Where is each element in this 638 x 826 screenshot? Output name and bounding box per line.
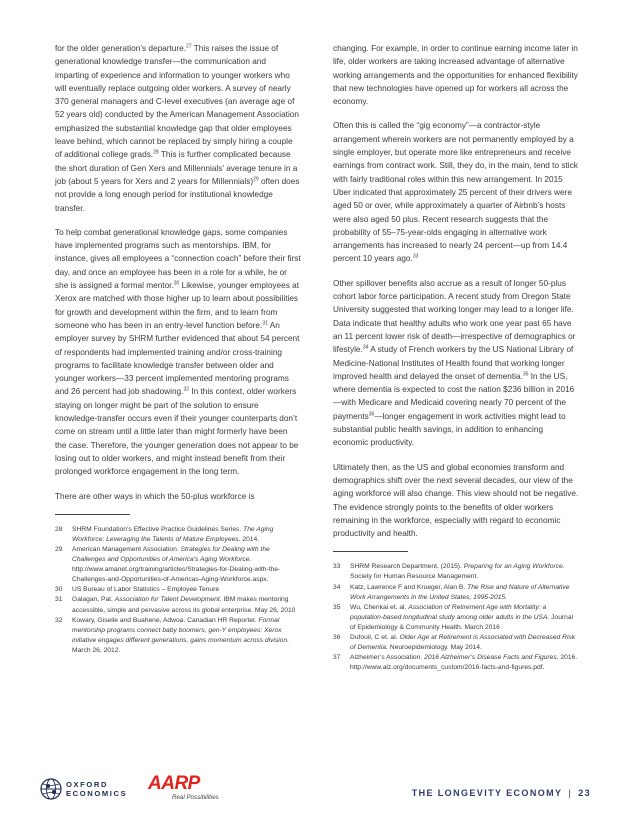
footnotes (333, 562, 579, 673)
footnote: 36 Dufouil, C et. al. Older Age at Retirement is Associated with Decreased Risk of Dementia. Neuroepidemiology. May 2014. (333, 634, 576, 652)
footnote: 37 Alzheimer’s Association. 2016 Alzheimer’s Disease Facts and Figures. 2016. http://www.alz.org/documents_custom/2016-facts-and-figures.pdf. (333, 654, 578, 672)
footnote: 34 Katz, Lawrence F and Krueger, Alan B. The Rise and Nature of Alternative Work Arrangements in the United States, 1995-2015. (333, 583, 570, 601)
footnotes (55, 525, 301, 656)
footnote-divider (55, 514, 130, 515)
footnote-divider (333, 551, 408, 552)
publication-title: THE LONGEVITY ECONOMY (411, 788, 563, 798)
running-footer (412, 788, 591, 798)
footnote: 30 US Bureau of Labor Statistics – Employee Tenure (55, 586, 220, 594)
paragraph: for the older generation’s departure.$^{27}$ This raises the issue of generational knowledge transfer—the communication and imparting of experience and information to younger workers who will eventually replace outgoing older workers. A survey of nearly 370 general managers and C-level executives (an average age of 52 years old) conducted by the American Management Association emphasized the substantial knowledge gap that older employees leave behind, which cannot be replaced by simply hiring a couple of additional college grads.$^{28}$ This is further complicated because the short duration of Gen Xers and Millennials’ average tenure in a job (about 5 years for Xers and 2 years for Millennials)$^{29}$ often does not provide a long enough period for institutional knowledge transfer. (55, 43, 300, 213)
left-column (55, 42, 301, 656)
aarp-logo (148, 774, 219, 802)
oxford-economics-logo (40, 778, 127, 800)
page-footer (0, 772, 638, 826)
paragraph: changing. For example, in order to continue earning income later in life, older workers are taking increased advantage of alternative working arrangements and the opportunities for enhanced flexibility that new technologies have opened up for workers all across the economy. (333, 44, 578, 107)
right-column (333, 42, 579, 673)
paragraph: There are other ways in which the 50-plus workforce is (55, 491, 255, 501)
footer-separator: | (568, 788, 573, 798)
footnote: 35 Wu, Chenkai et. al. Association of Retirement Age with Mortality: a population-based longitudinal study among older adults in the USA. Journal of Epidemiology & Community Health. March 2016 (333, 603, 574, 631)
page-number: 23 (578, 788, 591, 798)
footnote: 33 SHRM Research Department. (2015). Preparing for an Aging Workforce. Society for Human Resource Management. (333, 563, 565, 581)
aarp-wordmark: AARP (148, 773, 200, 794)
footnote: 31 Galagan, Pat. Association for Talent Development. IBM makes mentoring accessible, simple and pervasive across its global enterprise. May 26, 2010 (55, 596, 296, 614)
paragraph: To help combat generational knowledge gaps, some companies have implemented programs such as mentorships. IBM, for instance, gives all employees a “connection coach” before their first day, and once an employee has been in a role for a while, he or she is assigned a formal mentor.$^{30}$ Likewise, younger employees at Xerox are matched with those higher up to learn about possibilities for growth and development within the firm, and to learn from someone who has been in an entry-level function before.$^{31}$ An employer survey by SHRM further evidenced that about 54 percent of respondents had implemented training and/or cross-training programs to facilitate knowledge transfer between older and younger workers—33 percent implemented mentoring programs and 26 percent had job shadowing.$^{32}$ In this context, older workers staying on longer might be part of the solution to ensure knowledge-transfer occurs even if their younger counterparts don’t come on stream until a little later than might formerly have been the case. Therefore, the younger generation does not appear to be losing out to older workers, and might instead benefit from their prolonged workforce engagement in the long term. (55, 227, 301, 477)
footnote: 29 American Management Association. Strategies for Dealing with the Challenges and Opportunities of America’s Aging Workforce. http://www.amanet.org/training/articles/Strategies-for-Dealing-with-the-Challenges-and-Opportunities-of-Americas-Aging-Workforce.aspx. (55, 545, 281, 584)
aarp-tagline: Real Possibilities (172, 794, 219, 801)
globe-icon (40, 778, 62, 800)
oxford-wordmark-line2: ECONOMICS (66, 789, 128, 798)
paragraph: Often this is called the “gig economy”—a contractor-style arrangement wherein workers are not permanently employed by a single employer, but operate more like entrepreneurs and receive earnings from contract work. Still, they do, in the main, tend to stick with fairly traditional roles within this new arrangement. In 2015 Uber indicated that approximately 25 percent of their drivers were aged 50 or over, while approximately a quarter of Airbnb’s hosts were also aged 50 plus. Recent research suggests that the probability of 55–75-year-olds engaging in alternative work arrangements has increased to nearly 24 percent—up from 14.4 percent 10 years ago.$^{33}$ (333, 121, 578, 264)
paragraph: Other spillover benefits also accrue as a result of longer 50-plus cohort labor force participation. A recent study from Oregon State University suggested that working longer may lead to a longer life. Data indicate that healthy adults who work one year past 65 have an 11 percent lower risk of death—irrespective of demographics or lifestyle.$^{34}$ A study of French workers by the US National Library of Medicine-National Institutes of Health found that working longer improved health and delayed the onset of dementia.$^{35}$ In the US, where dementia is expected to cost the nation $236 billion in 2016—with Medicare and Medicaid covering nearly 70 percent of the payments$^{36}$—longer engagement in work activities might lead to substantial public health savings, in addition to enhancing economic productivity. (333, 278, 576, 448)
oxford-wordmark-line1: OXFORD (66, 779, 109, 789)
footnote: 28 SHRM Foundation’s Effective Practice Guidelines Series. The Aging Workforce: Leveraging the Talents of Mature Employees. 2014. (55, 525, 274, 543)
footnote: 32 Kowary, Giselle and Buahene, Adwoa. Canadian HR Reporter. Formal mentorship programs connect baby boomers, gen-Y employees: Xerox initiative engages different generations, gains momentum across division. March 26, 2012. (55, 616, 290, 654)
paragraph: Ultimately then, as the US and global economies transform and demographics shift over the next several decades, our view of the aging workforce will also change. This view should not be negative. The evidence strongly points to the benefits of older workers remaining in the workforce, especially with regard to economic productivity and health. (333, 462, 579, 539)
